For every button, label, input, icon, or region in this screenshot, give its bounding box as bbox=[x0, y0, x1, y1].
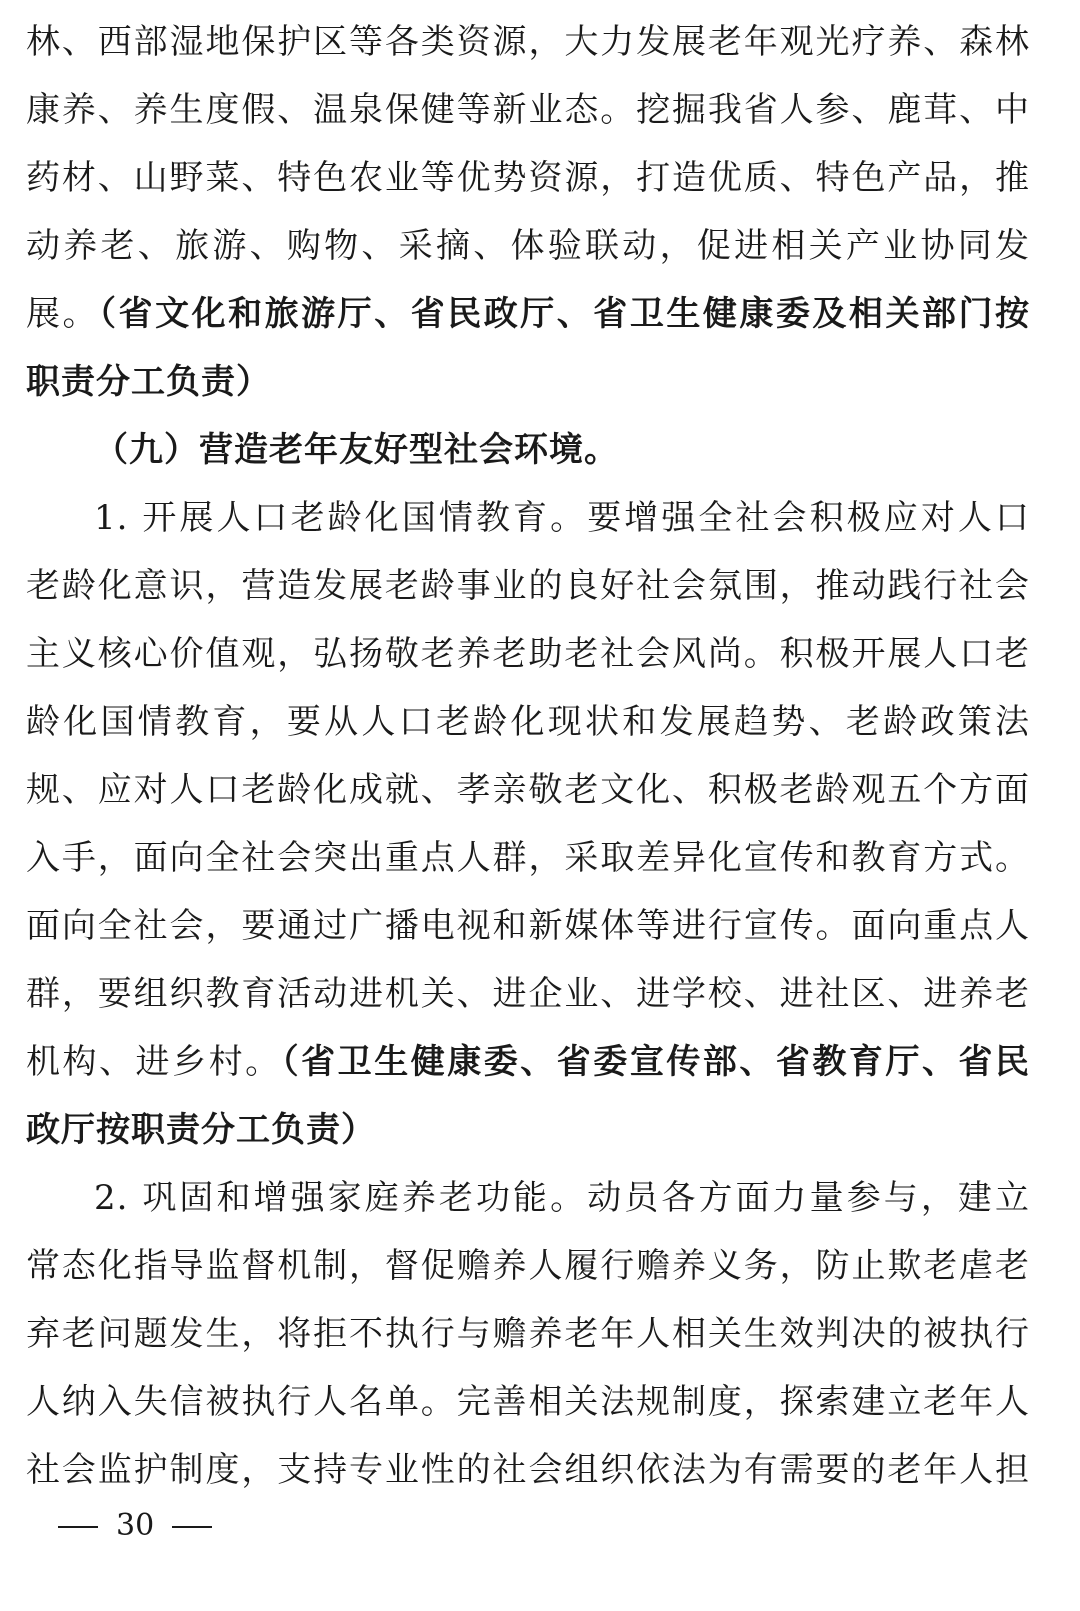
bold-text-segment: （省文化和旅游厅、省民政厅、省卫生健康委及相关部门按 bbox=[99, 294, 1031, 334]
text-segment: 康养、养生度假、温泉保健等新业态。挖掘我省人参、鹿茸、中 bbox=[26, 90, 1030, 130]
text-segment: 展。 bbox=[26, 294, 100, 334]
text-segment: 常态化指导监督机制，督促赡养人履行赡养义务，防止欺老虐老 bbox=[26, 1246, 1030, 1286]
text-line bbox=[26, 416, 1030, 484]
text-line bbox=[26, 756, 1030, 824]
text-segment: 弃老问题发生，将拒不执行与赡养老年人相关生效判决的被执行 bbox=[26, 1314, 1030, 1354]
text-line bbox=[26, 1436, 1030, 1504]
text-segment: 1. 开展人口老龄化国情教育。要增强全社会积极应对人口 bbox=[94, 498, 1030, 538]
text-line bbox=[26, 620, 1030, 688]
text-segment: 主义核心价值观，弘扬敬老养老助老社会风尚。积极开展人口老 bbox=[26, 634, 1030, 674]
text-line bbox=[26, 1368, 1030, 1436]
text-line bbox=[26, 8, 1030, 76]
page-number: 30 bbox=[116, 1508, 155, 1543]
text-segment: 入手，面向全社会突出重点人群，采取差异化宣传和教育方式。 bbox=[26, 838, 1030, 878]
text-segment: 2. 巩固和增强家庭养老功能。动员各方面力量参与，建立 bbox=[94, 1178, 1030, 1218]
text-line bbox=[26, 1096, 1030, 1164]
text-segment: 人纳入失信被执行人名单。完善相关法规制度，探索建立老年人 bbox=[26, 1382, 1030, 1422]
text-segment: 规、应对人口老龄化成就、孝亲敬老文化、积极老龄观五个方面 bbox=[26, 770, 1030, 810]
text-line bbox=[26, 76, 1030, 144]
footer-dash-right bbox=[172, 1526, 212, 1528]
text-line bbox=[26, 1028, 1030, 1096]
text-segment: 机构、进乡村。 bbox=[26, 1042, 282, 1082]
page-footer bbox=[40, 1506, 230, 1546]
text-line bbox=[26, 484, 1030, 552]
text-segment: 面向全社会，要通过广播电视和新媒体等进行宣传。面向重点人 bbox=[26, 906, 1030, 946]
text-segment: 动养老、旅游、购物、采摘、体验联动，促进相关产业协同发 bbox=[26, 226, 1030, 266]
text-line bbox=[26, 1232, 1030, 1300]
text-line bbox=[26, 824, 1030, 892]
text-segment: 龄化国情教育，要从人口老龄化现状和发展趋势、老龄政策法 bbox=[26, 702, 1030, 742]
text-line bbox=[26, 892, 1030, 960]
text-line bbox=[26, 552, 1030, 620]
text-line bbox=[26, 280, 1030, 348]
text-segment: 社会监护制度，支持专业性的社会组织依法为有需要的老年人担 bbox=[26, 1450, 1030, 1490]
bold-text-segment: （省卫生健康委、省委宣传部、省教育厅、省民 bbox=[281, 1042, 1031, 1082]
document-body bbox=[26, 0, 1030, 1504]
text-line bbox=[26, 1300, 1030, 1368]
bold-text-segment: （九）营造老年友好型社会环境。 bbox=[94, 430, 619, 470]
bold-text-segment: 政厅按职责分工负责） bbox=[26, 1110, 376, 1150]
text-segment: 药材、山野菜、特色农业等优势资源，打造优质、特色产品，推 bbox=[26, 158, 1030, 198]
text-line bbox=[26, 212, 1030, 280]
text-line bbox=[26, 960, 1030, 1028]
footer-dash-left bbox=[58, 1526, 98, 1528]
text-line bbox=[26, 688, 1030, 756]
bold-text-segment: 职责分工负责） bbox=[26, 362, 271, 402]
text-line bbox=[26, 144, 1030, 212]
text-segment: 群，要组织教育活动进机关、进企业、进学校、进社区、进养老 bbox=[26, 974, 1030, 1014]
text-line bbox=[26, 1164, 1030, 1232]
text-segment: 老龄化意识，营造发展老龄事业的良好社会氛围，推动践行社会 bbox=[26, 566, 1030, 606]
text-segment: 林、西部湿地保护区等各类资源，大力发展老年观光疗养、森林 bbox=[26, 22, 1030, 62]
text-line bbox=[26, 348, 1030, 416]
